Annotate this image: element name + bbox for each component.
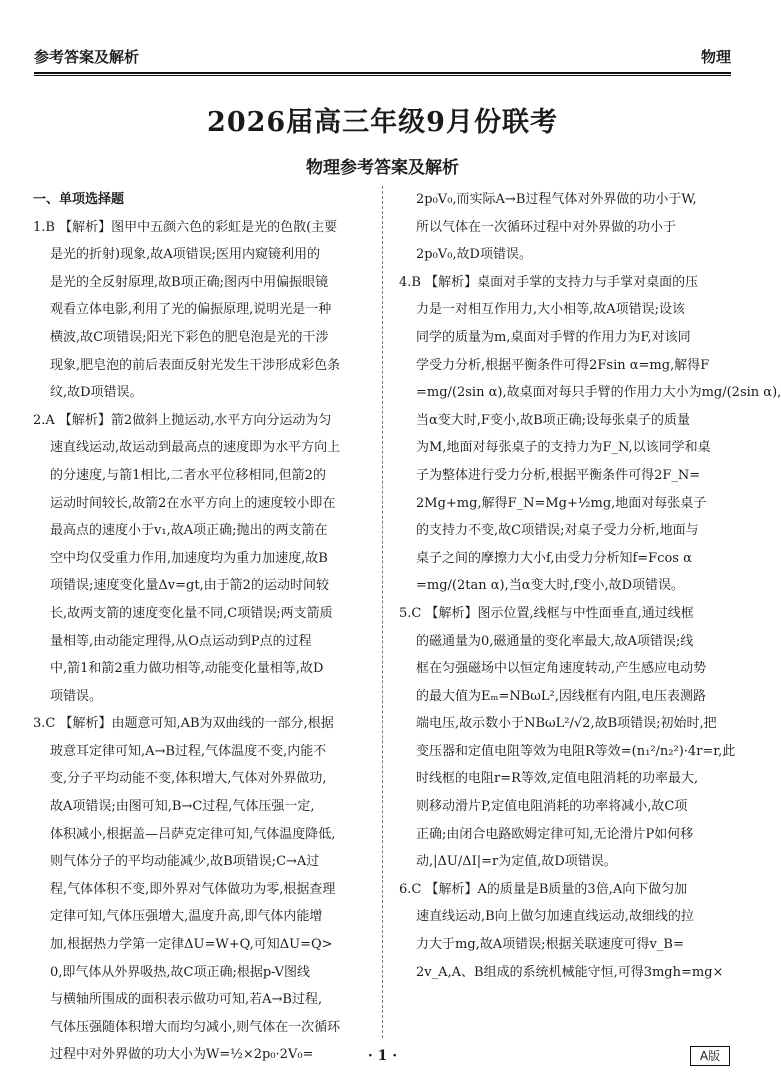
text-line: 则移动滑片P,定值电阻消耗的功率将减小,故C项 [416,799,688,815]
text-line: 2.A 【解析】箭2做斜上抛运动,水平方向分运动为匀 [33,412,332,428]
text-line: 气体压强随体积增大而均匀减小,则气体在一次循环 [50,1019,341,1035]
text-line: 体积减小,根据盖—吕萨克定律可知,气体温度降低, [50,826,336,842]
text-line: 为M,地面对每张桌子的支持力为F_N,以该同学和桌 [416,440,711,456]
text-line: 中,箭1和箭2重力做功相等,动能变化量相等,故D [50,661,324,677]
page-header [34,46,731,68]
text-line: 的分速度,与箭1相比,二者水平位移相同,但箭2的 [50,467,326,483]
column-divider [382,186,383,1038]
text-line: 4.B 【解析】桌面对手掌的支持力与手掌对桌面的压 [399,274,699,290]
text-line: 6.C 【解析】A的质量是B质量的3倍,A向下做匀加 [399,881,688,897]
text-line: =mg/(2sin α),故桌面对每只手臂的作用力大小为mg/(2sin α), [416,385,781,401]
section-heading: 一、单项选择题 [33,192,125,207]
text-line: 正确;由闭合电路欧姆定律可知,无论滑片P如何移 [416,826,694,842]
page-number: · 1 · [367,1048,398,1064]
text-line: 现象,肥皂泡的前后表面反射光发生干涉形成彩色条 [50,357,341,373]
text-line: 的磁通量为0,磁通量的变化率最大,故A项错误;线 [416,633,694,649]
text-line: 5.C 【解析】图示位置,线框与中性面垂直,通过线框 [399,605,694,621]
text-line: 学受力分析,根据平衡条件可得2Fsin α=mg,解得F [416,357,710,373]
text-line: 的最大值为Eₘ=NBωL²,因线框有内阻,电压表测路 [416,688,706,704]
header-rule [34,72,731,74]
text-line: 横波,故C项错误;阳光下彩色的肥皂泡是光的干涉 [50,329,329,345]
text-line: 玻意耳定律可知,A→B过程,气体温度不变,内能不 [50,743,327,759]
text-line: 项错误;速度变化量Δv=gt,由于箭2的运动时间较 [50,578,329,594]
text-line: 2v_A,A、B组成的系统机械能守恒,可得3mgh=mg× [416,964,724,980]
right-column [399,186,781,986]
text-line: 子为整体进行受力分析,根据平衡条件可得2F_N= [416,467,701,483]
header-subject: 物理 [700,48,731,66]
text-line: 故A项错误;由图可知,B→C过程,气体压强一定, [50,799,315,815]
text-line: 程,气体体积不变,即外界对气体做功为零,根据查理 [50,881,336,897]
text-line: 力大于mg,故A项错误;根据关联速度可得v_B= [416,937,684,953]
text-line: 纹,故D项错误。 [50,385,143,401]
text-line: 动,|ΔU/ΔI|=r为定值,故D项错误。 [416,854,617,870]
text-line: 2p₀V₀,而实际A→B过程气体对外界做的功小于W, [416,192,697,207]
text-line: 量相等,由动能定理得,从O点运动到P点的过程 [50,633,312,649]
text-line: 速直线运动,B向上做匀加速直线运动,故细线的拉 [416,909,694,925]
text-line: 桌子之间的摩擦力大小f,由受力分析知f=Fcos α [416,550,692,566]
text-line: 所以气体在一次循环过程中对外界做的功小于 [416,219,677,235]
text-line: 框在匀强磁场中以恒定角速度转动,产生感应电动势 [416,661,707,677]
header-left-title: 参考答案及解析 [34,48,140,66]
text-line: 2Mg+mg,解得F_N=Mg+½mg,地面对每张桌子 [416,495,707,511]
text-line: 1.B 【解析】图甲中五颜六色的彩虹是光的色散(主要 [33,219,338,235]
left-column [33,186,362,1069]
text-line: 同学的质量为m,桌面对手臂的作用力为F,对该同 [416,329,691,345]
text-line: 3.C 【解析】由题意可知,AB为双曲线的一部分,根据 [33,716,334,732]
text-line: 空中均仅受重力作用,加速度均为重力加速度,故B [50,550,328,566]
text-line: 过程中对外界做的功大小为W=½×2p₀·2V₀= [50,1047,314,1063]
text-line: 运动时间较长,故箭2在水平方向上的速度较小即在 [50,495,336,511]
text-line: 的支持力不变,故C项错误;对桌子受力分析,地面与 [416,523,699,539]
text-line: 0,即气体从外界吸热,故C项正确;根据p-V图线 [50,964,311,980]
text-line: 速直线运动,故运动到最高点的速度即为水平方向上 [50,440,341,456]
page-title: 2026届高三年级9月份联考 [207,107,558,138]
text-line: 是光的折射)现象,故A项错误;医用内窥镜利用的 [50,247,320,263]
text-line: =mg/(2tan α),当α变大时,f变小,故D项错误。 [416,578,685,594]
text-line: 是光的全反射原理,故B项正确;图丙中用偏振眼镜 [50,274,329,290]
header-rule-thin [34,75,731,76]
text-line: 端电压,故示数小于NBωL²/√2,故B项错误;初始时,把 [416,716,717,732]
text-line: 当α变大时,F变小,故B项正确;设每张桌子的质量 [416,412,690,428]
text-line: 变压器和定值电阻等效为电阻R等效=(n₁²/n₂²)·4r=r,此 [416,743,736,759]
text-line: 定律可知,气体压强增大,温度升高,即气体内能增 [50,909,323,925]
text-line: 观看立体电影,利用了光的偏振原理,说明光是一种 [50,302,332,318]
text-line: 则气体分子的平均动能减少,故B项错误;C→A过 [50,854,320,870]
page-subtitle: 物理参考答案及解析 [306,158,459,178]
text-line: 2p₀V₀,故D项错误。 [416,247,532,263]
text-line: 长,故两支箭的速度变化量不同,C项错误;两支箭质 [50,605,333,621]
text-line: 时线框的电阻r=R等效,定值电阻消耗的功率最大, [416,771,699,787]
text-line: 力是一对相互作用力,大小相等,故A项错误;设该 [416,302,686,318]
version-badge: A版 [690,1046,730,1066]
text-line: 最高点的速度小于v₁,故A项正确;抛出的两支箭在 [50,523,328,539]
text-line: 变,分子平均动能不变,体积增大,气体对外界做功, [50,771,327,787]
text-line: 加,根据热力学第一定律ΔU=W+Q,可知ΔU=Q> [50,937,333,953]
text-line: 项错误。 [50,688,103,704]
text-line: 与横轴所围成的面积表示做功可知,若A→B过程, [50,992,323,1008]
